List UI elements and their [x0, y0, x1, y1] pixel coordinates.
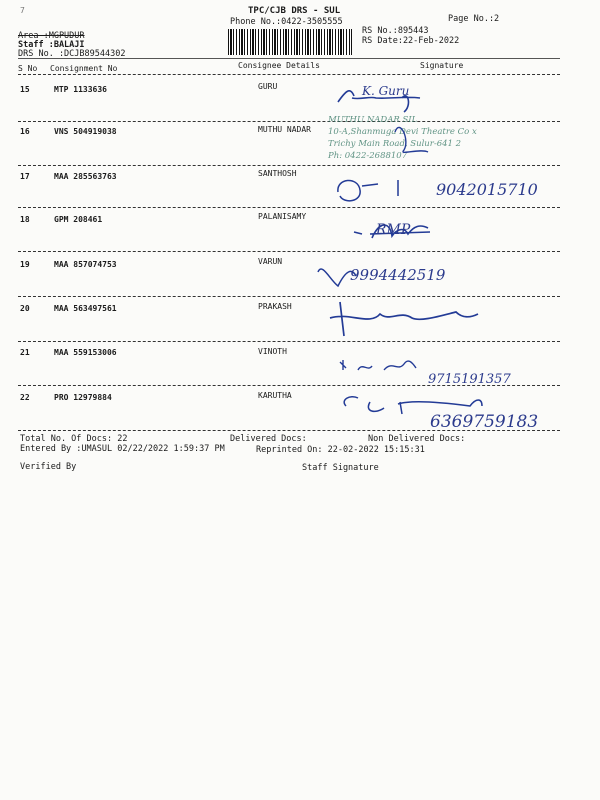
row-21-sno: 21 — [20, 348, 30, 357]
rs-number: RS No.:895443 — [362, 26, 429, 36]
phone-number: Phone No.:0422-3505555 — [230, 17, 343, 27]
stamp-line: 10-A,Shanmuga Devi Theatre Co x — [328, 127, 477, 137]
reprinted-on: Reprinted On: 22-02-2022 15:15:31 — [256, 445, 425, 455]
column-signature: Signature — [420, 61, 464, 70]
row-22-consignment: PRO 12979884 — [54, 393, 112, 402]
signature-row-16 — [395, 127, 428, 152]
row-19-sno: 19 — [20, 260, 30, 269]
row-22-sno: 22 — [20, 393, 30, 402]
row-18-consignment: GPM 208461 — [54, 215, 103, 224]
signature-row-21 — [340, 360, 416, 370]
row-20-sno: 20 — [20, 304, 30, 313]
row-19-consignee: VARUN — [258, 257, 283, 266]
handwritten-phone-row-19: 9994442519 — [350, 266, 446, 284]
row-17-consignee: SANTHOSH — [258, 169, 297, 178]
verified-by: Verified By — [20, 462, 77, 472]
row-15-sno: 15 — [20, 85, 30, 94]
area-label: Area :MGPUDUR — [18, 31, 85, 41]
row-17-consignment: MAA 285563763 — [54, 172, 117, 181]
row-15-consignment: MTP 1133636 — [54, 85, 107, 94]
row-18-sno: 18 — [20, 215, 30, 224]
handwritten-phone-row-22: 6369759183 — [430, 412, 539, 432]
drs-number: DRS No. :DCJB89544302 — [18, 49, 126, 59]
handwritten-phone-row-21: 9715191357 — [428, 372, 511, 387]
row-21-consignment: MAA 559153006 — [54, 348, 117, 357]
row-21-consignee: VINOTH — [258, 347, 287, 356]
row-19-consignment: MAA 857074753 — [54, 260, 117, 269]
document-title: TPC/CJB DRS - SUL — [248, 6, 341, 16]
row-17-sno: 17 — [20, 172, 30, 181]
handwritten-initials-row-18: RMP — [376, 222, 411, 238]
row-16-sno: 16 — [20, 127, 30, 136]
staff-signature: Staff Signature — [302, 463, 379, 473]
staff-label: Staff :BALAJI — [18, 40, 85, 50]
delivered-docs: Delivered Docs: — [230, 434, 307, 444]
corner-mark: 7 — [20, 6, 25, 15]
row-16-consignment: VNS 504919038 — [54, 127, 117, 136]
rs-date: RS Date:22-Feb-2022 — [362, 36, 460, 46]
row-16-consignee: MUTHU NADAR — [258, 125, 311, 134]
column-consignee: Consignee Details — [238, 61, 320, 70]
row-18-consignee: PALANISAMY — [258, 212, 307, 221]
stamp-line: MUTHU NADAR SIL — [328, 115, 418, 125]
page-number: Page No.:2 — [448, 14, 500, 24]
non-delivered-docs: Non Delivered Docs: — [368, 434, 466, 444]
signature-row-20 — [330, 302, 478, 336]
entered-by: Entered By :UMASUL 02/22/2022 1:59:37 PM — [20, 444, 225, 454]
stamp-line: Trichy Main Road, Sulur-641 2 — [328, 139, 462, 149]
handwritten-signature-row-15: K. Guru — [362, 84, 410, 98]
row-20-consignee: PRAKASH — [258, 302, 292, 311]
column-consignment: Consignment No — [50, 64, 118, 73]
signature-row-17 — [338, 180, 398, 201]
row-22-consignee: KARUTHA — [258, 391, 292, 400]
handwritten-phone-row-17: 9042015710 — [436, 180, 538, 199]
row-15-consignee: GURU — [258, 82, 278, 91]
stamp-line: Ph: 0422-2688107 — [328, 151, 408, 161]
column-sno: S No — [18, 64, 38, 73]
total-docs: Total No. Of Docs: 22 — [20, 434, 128, 444]
row-20-consignment: MAA 563497561 — [54, 304, 117, 313]
